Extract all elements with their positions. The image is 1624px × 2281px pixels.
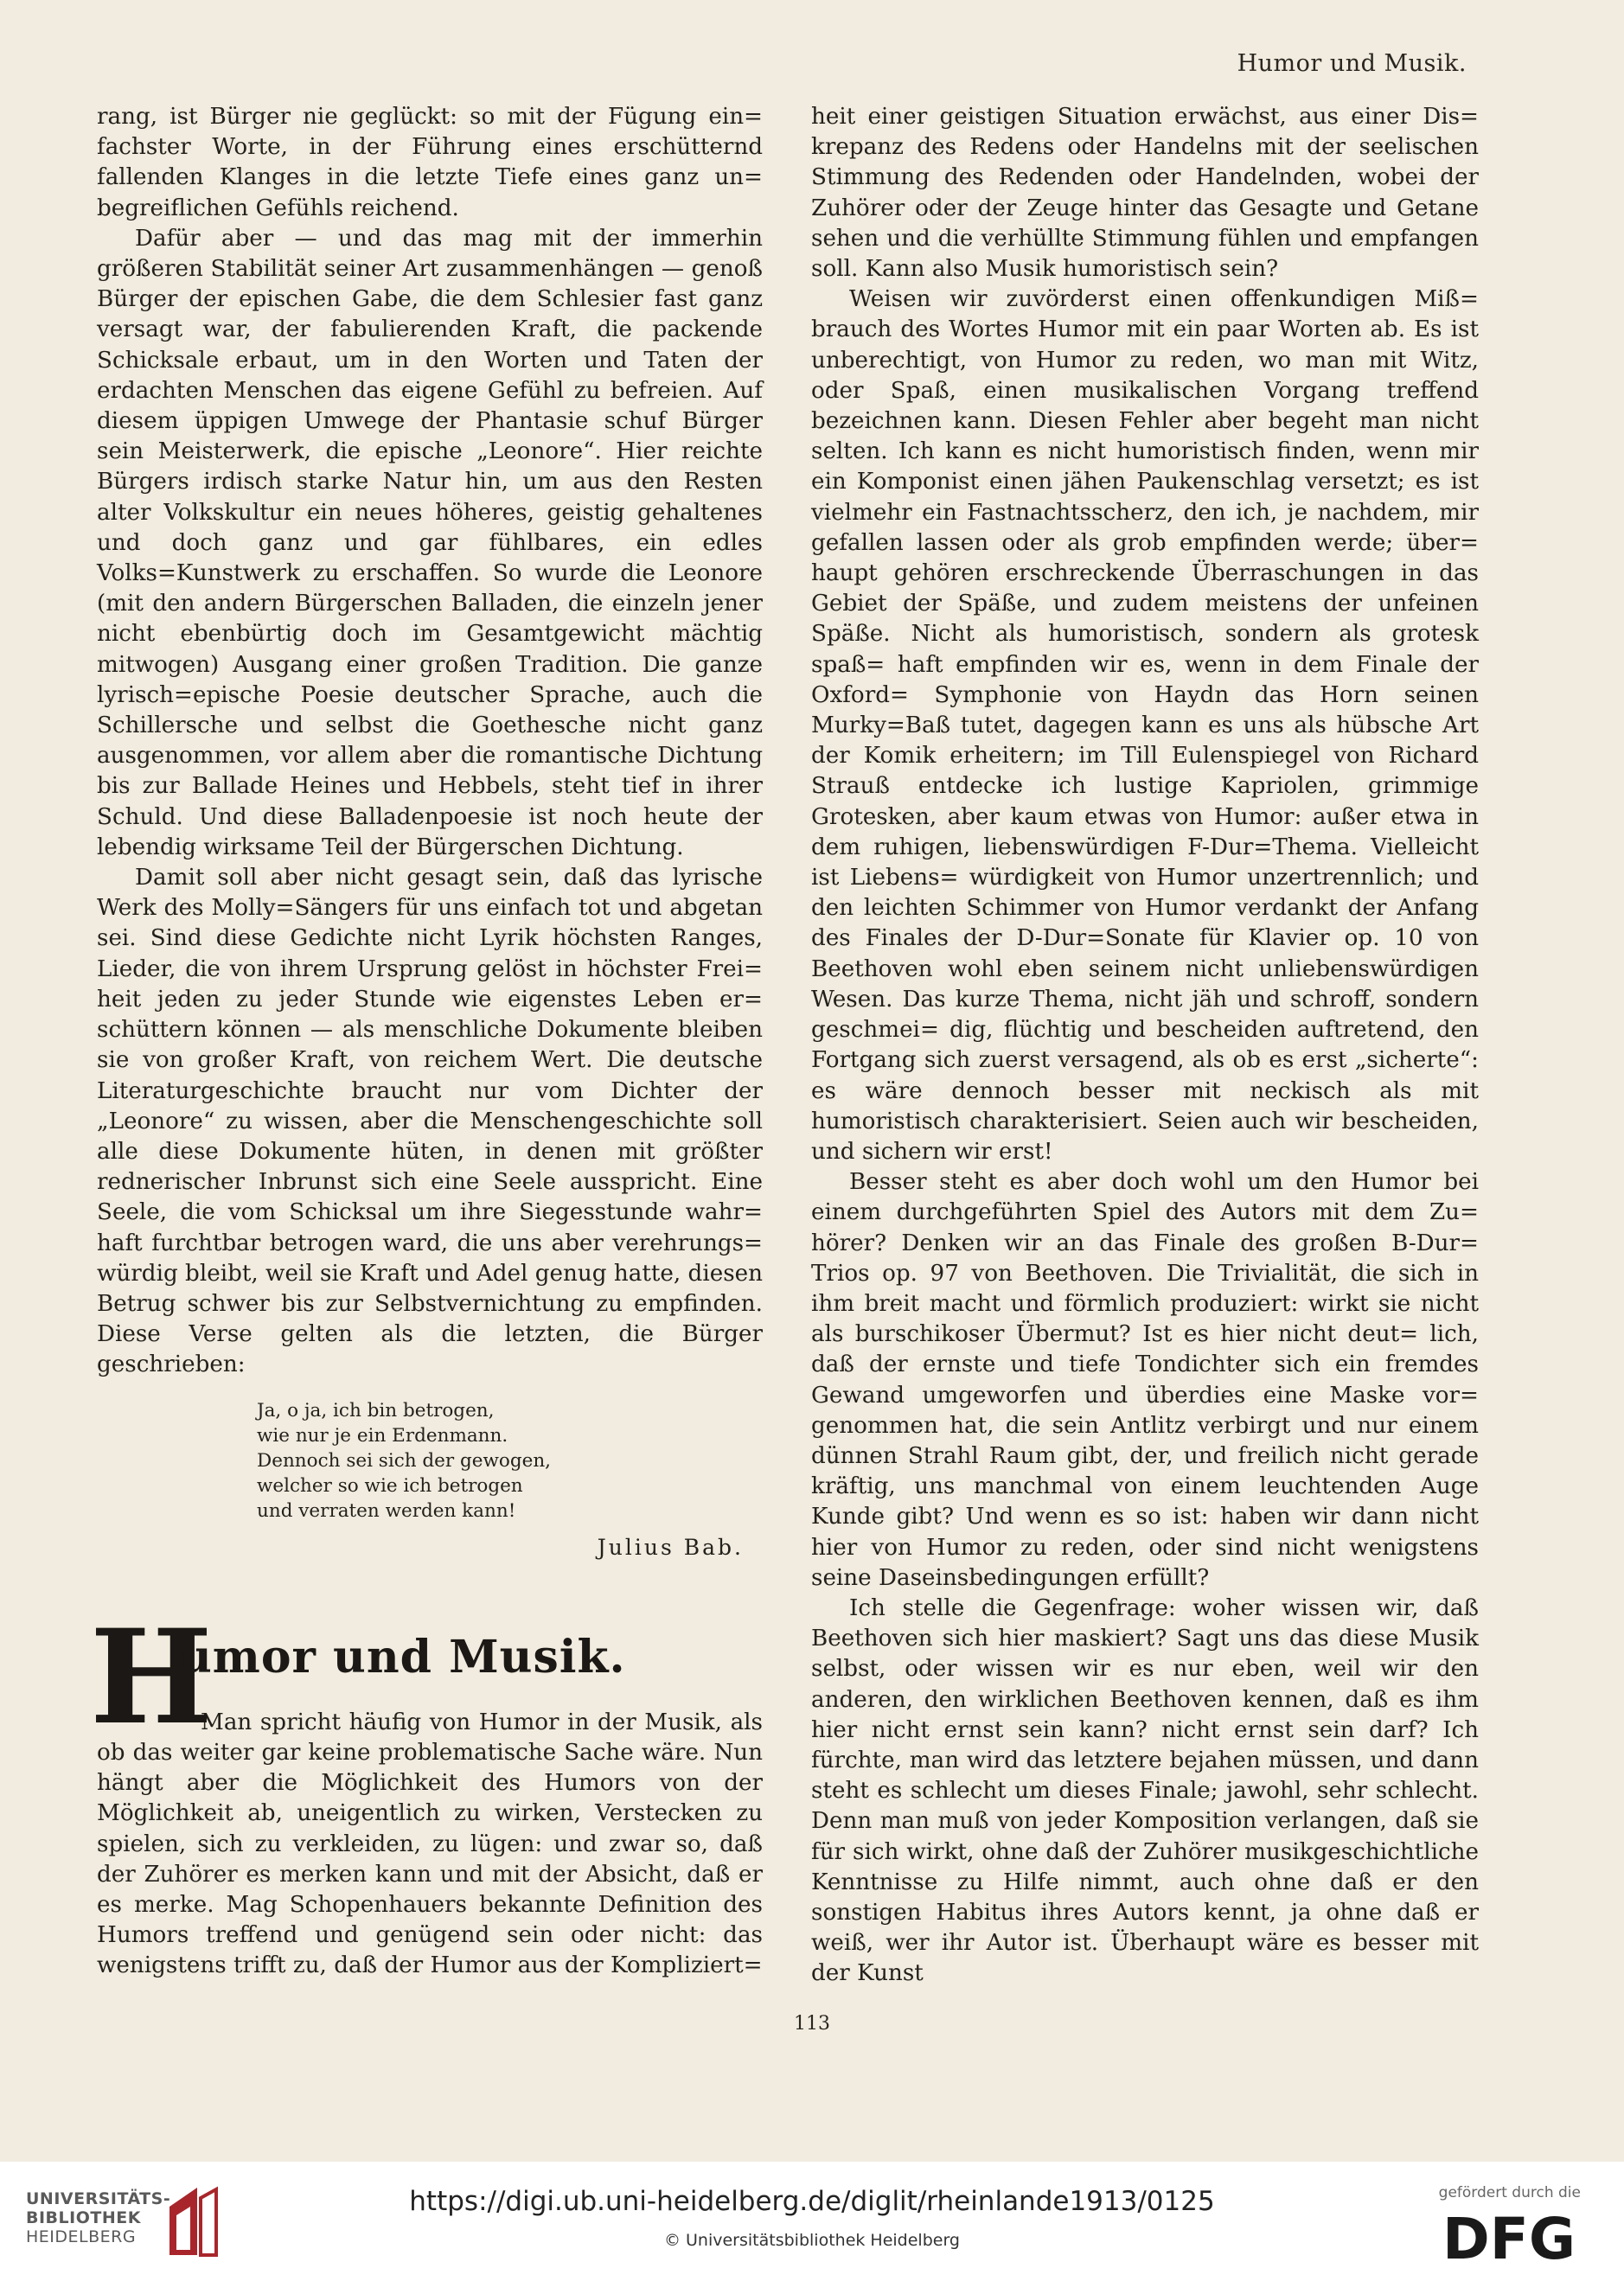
library-line: UNIVERSITÄTS- — [26, 2189, 171, 2208]
article-heading — [90, 1601, 763, 1754]
footer-bar — [0, 2162, 1624, 2281]
poem-line: welcher so wie ich betrogen — [257, 1474, 523, 1497]
poem-line: wie nur je ein Erdenmann. — [257, 1424, 508, 1447]
right-paragraph: Besser steht es aber doch wohl um den Humor bei einem durchgeführten Spiel des Autors mit dem Zu= hörer? Denken wir an das Finale des großen B-Dur= Trios op. 97 von Beethoven. Die Trivialität, die sich in ihm breit macht und förmlich produziert: wirkt sie nicht als burschikoser Übermut? Ist es hier nicht deut= lich, daß der ernste und tiefe Tondichter sich ein fremdes Gewand umgeworfen und überdies eine Maske vor= genommen hat, die sein Antlitz verbirgt und nur einem dünnen Strahl Raum gibt, der, und freilich nicht gerade kräftig, uns manchmal von einem leuchtenden Auge Kunde gibt? Und wenn es so ist: haben wir dann nicht hier von Humor zu reden, oder sind nicht wenigstens seine Daseinsbedingungen erfüllt? — [811, 1169, 1479, 1591]
permalink-url[interactable]: https://digi.ub.uni-heidelberg.de/diglit/rheinlande1913/0125 — [409, 2186, 1215, 2217]
dfg-logo-icon — [1442, 2207, 1581, 2265]
poem — [257, 1398, 763, 1524]
funding-note: gefördert durch die — [1438, 2184, 1581, 2201]
right-paragraph: Weisen wir zuvörderst einen offenkundigen Miß= brauch des Wortes Humor mit ein paar Worten ab. Es ist unberechtigt, von Humor zu reden, wo man mit Witz, oder Spaß, einen musikalischen Vorgang treffend bezeichnen kann. Diesen Fehler aber begeht man nicht selten. Ich kann es nicht humoristisch finden, wenn mir ein Komponist einen jähen Paukenschlag versetzt; es ist vielmehr ein Fastnachtsscherz, den ich, je nachdem, mir gefallen lassen oder als grob empfinden werde; über= haupt gehören erschreckende Überraschungen in das Gebiet der Späße, und zudem meistens der unfeinen Späße. Nicht als humoristisch, sondern als grotesk spaß= haft empfinden wir es, wenn in dem Finale der Oxford= Symphonie von Haydn das Horn seinen Murky=Baß tutet, dagegen kann es uns als hübsche Art der Komik erheitern; im Till Eulenspiegel von Richard Strauß entdecke ich lustige Kapriolen, grimmige Grotesken, aber kaum etwas von Humor: außer etwa in dem ruhigen, liebenswürdigen F-Dur=Thema. Vielleicht ist Liebens= würdigkeit von Humor unzertrennlich; und den leichten Schimmer von Humor verdankt der Anfang des Finales der D-Dur=Sonate für Klavier op. 10 von Beethoven wohl eben seinem nicht unliebenswürdigen Wesen. Das kurze Thema, nicht jäh und schroff, sondern geschmei= dig, flüchtig und bescheiden auftretend, den Fortgang sich zuerst versagend, als ob es erst „sicherte“: es wäre dennoch besser mit neckisch als mit humoristisch charakterisiert. Seien auch wir bescheiden, und sichern wir erst! — [811, 286, 1479, 1165]
running-head: Humor und Musik. — [1237, 50, 1467, 77]
article-title: umor und Musik. — [179, 1630, 626, 1684]
left-paragraph: rang, ist Bürger nie geglückt: so mit der Fügung ein= fachster Worte, in der Führung eines erschütternd fallenden Klanges in die letzte Tiefe eines ganz un= begreiflichen Gefühls reichend. — [97, 104, 763, 221]
drop-cap: H — [90, 1601, 213, 1754]
article-paragraph: Man spricht häufig von Humor in der Musik, als ob das weiter gar keine problematische Sache wäre. Nun hängt aber die Möglichkeit des Humors von der Möglichkeit ab, uneigentlich zu wirken, Verstecken zu spielen, sich zu verkleiden, zu lügen: und zwar so, daß der Zuhörer es merken kann und mit der Absicht, daß er es merke. Mag Schopenhauers bekannte Definition des Humors treffend und genügend sein oder nicht: das wenigstens trifft zu, daß der Humor aus der Kompliziert= — [97, 1709, 763, 1979]
page-number: 113 — [794, 2013, 830, 2035]
dfg-logo-text: DFG — [1442, 2207, 1576, 2265]
poem-line: und verraten werden kann! — [257, 1499, 516, 1522]
left-paragraph: Damit soll aber nicht gesagt sein, daß das lyrische Werk des Molly=Sängers für uns einfach tot und abgetan sei. Sind diese Gedichte nicht Lyrik höchsten Ranges, Lieder, die von ihrem Ursprung gelöst in höchster Frei= heit jeden zu jeder Stunde wie eigenstes Leben er= schüttern können — als menschliche Dokumente bleiben sie von großer Kraft, von reichem Wert. Die deutsche Literaturgeschichte braucht nur vom Dichter der „Leonore“ zu wissen, aber die Menschengeschichte soll alle diese Dokumente hüten, in denen mit größter rednerischer Inbrunst sich eine Seele ausspricht. Eine Seele, die vom Schicksal um ihre Siegesstunde wahr= haft furchtbar betrogen ward, die uns aber verehrungs= würdig bleibt, weil sie Kraft und Adel genug hatte, diesen Betrug schwer bis zur Selbstvernichtung zu empfinden. Diese Verse gelten als die letzten, die Bürger geschrieben: — [97, 865, 763, 1378]
left-column — [90, 102, 763, 1982]
right-paragraph: heit einer geistigen Situation erwächst, aus einer Dis= krepanz des Redens oder Handelns mit der seelischen Stimmung des Redenden oder Handelnden, wobei der Zuhörer oder der Zeuge hinter das Gesagte und Getane sehen und die verhüllte Stimmung fühlen und empfangen soll. Kann also Musik humoristisch sein? — [811, 104, 1479, 283]
poem-line: Dennoch sei sich der gewogen, — [257, 1449, 552, 1472]
library-line: HEIDELBERG — [26, 2227, 137, 2246]
author-signature: Julius Bab. — [597, 1534, 744, 1560]
right-column — [811, 102, 1479, 1990]
right-paragraph: Ich stelle die Gegenfrage: woher wissen wir, daß Beethoven sich hier maskiert? Sagt uns das diese Musik selbst, oder wissen wir es nur eben, weil wir den anderen, den wirklichen Beethoven kennen, daß es ihm hier nicht ernst sein kann? nicht ernst sein darf? Ich fürchte, man wird das letztere bejahen müssen, und dann steht es schlecht um dieses Finale; jawohl, sehr schlecht. Denn man muß von jeder Komposition verlangen, daß sie für sich wirkt, ohne daß der Zuhörer musikgeschichtliche Kenntnisse zu Hilfe nimmt, auch ohne daß er den sonstigen Habitus ihres Autors kennt, ja ohne daß er weiß, wer ihr Autor ist. Überhaupt wäre es besser mit der Kunst — [811, 1594, 1479, 1987]
poem-line: Ja, o ja, ich bin betrogen, — [257, 1399, 495, 1422]
library-line: BIBLIOTHEK — [26, 2208, 141, 2227]
left-paragraph: Dafür aber — und das mag mit der immerhin größeren Stabilität seiner Art zusammenhängen — genoß Bürger der epischen Gabe, die dem Schlesier fast ganz versagt war, der fabulierenden Kraft, die packende Schicksale erbaut, um in den Worten und Taten der erdachten Menschen das eigene Gefühl zu befreien. Auf diesem üppigen Umwege der Phantasie schuf Bürger sein Meisterwerk, die epische „Leonore“. Hier reichte Bürgers irdisch starke Natur hin, um aus den Resten alter Volkskultur ein neues höheres, geistig gehaltenes und doch ganz und gar fühlbares, ein edles Volks=Kunstwerk zu erschaffen. So wurde die Leonore (mit den andern Bürgerschen Balladen, die einzeln jener nicht ebenbürtig doch im Gesamtgewicht mächtig mitwogen) Ausgang einer großen Tradition. Die ganze lyrisch=epische Poesie deutscher Sprache, auch die Schillersche und selbst die Goethesche nicht ganz ausgenommen, vor allem aber die romantische Dichtung bis zur Ballade Heines und Hebbels, steht tief in ihrer Schuld. Und diese Balladenpoesie ist noch heute der lebendig wirksame Teil der Bürgerschen Dichtung. — [97, 225, 763, 860]
copyright-notice: © Universitätsbibliothek Heidelberg — [663, 2231, 960, 2250]
